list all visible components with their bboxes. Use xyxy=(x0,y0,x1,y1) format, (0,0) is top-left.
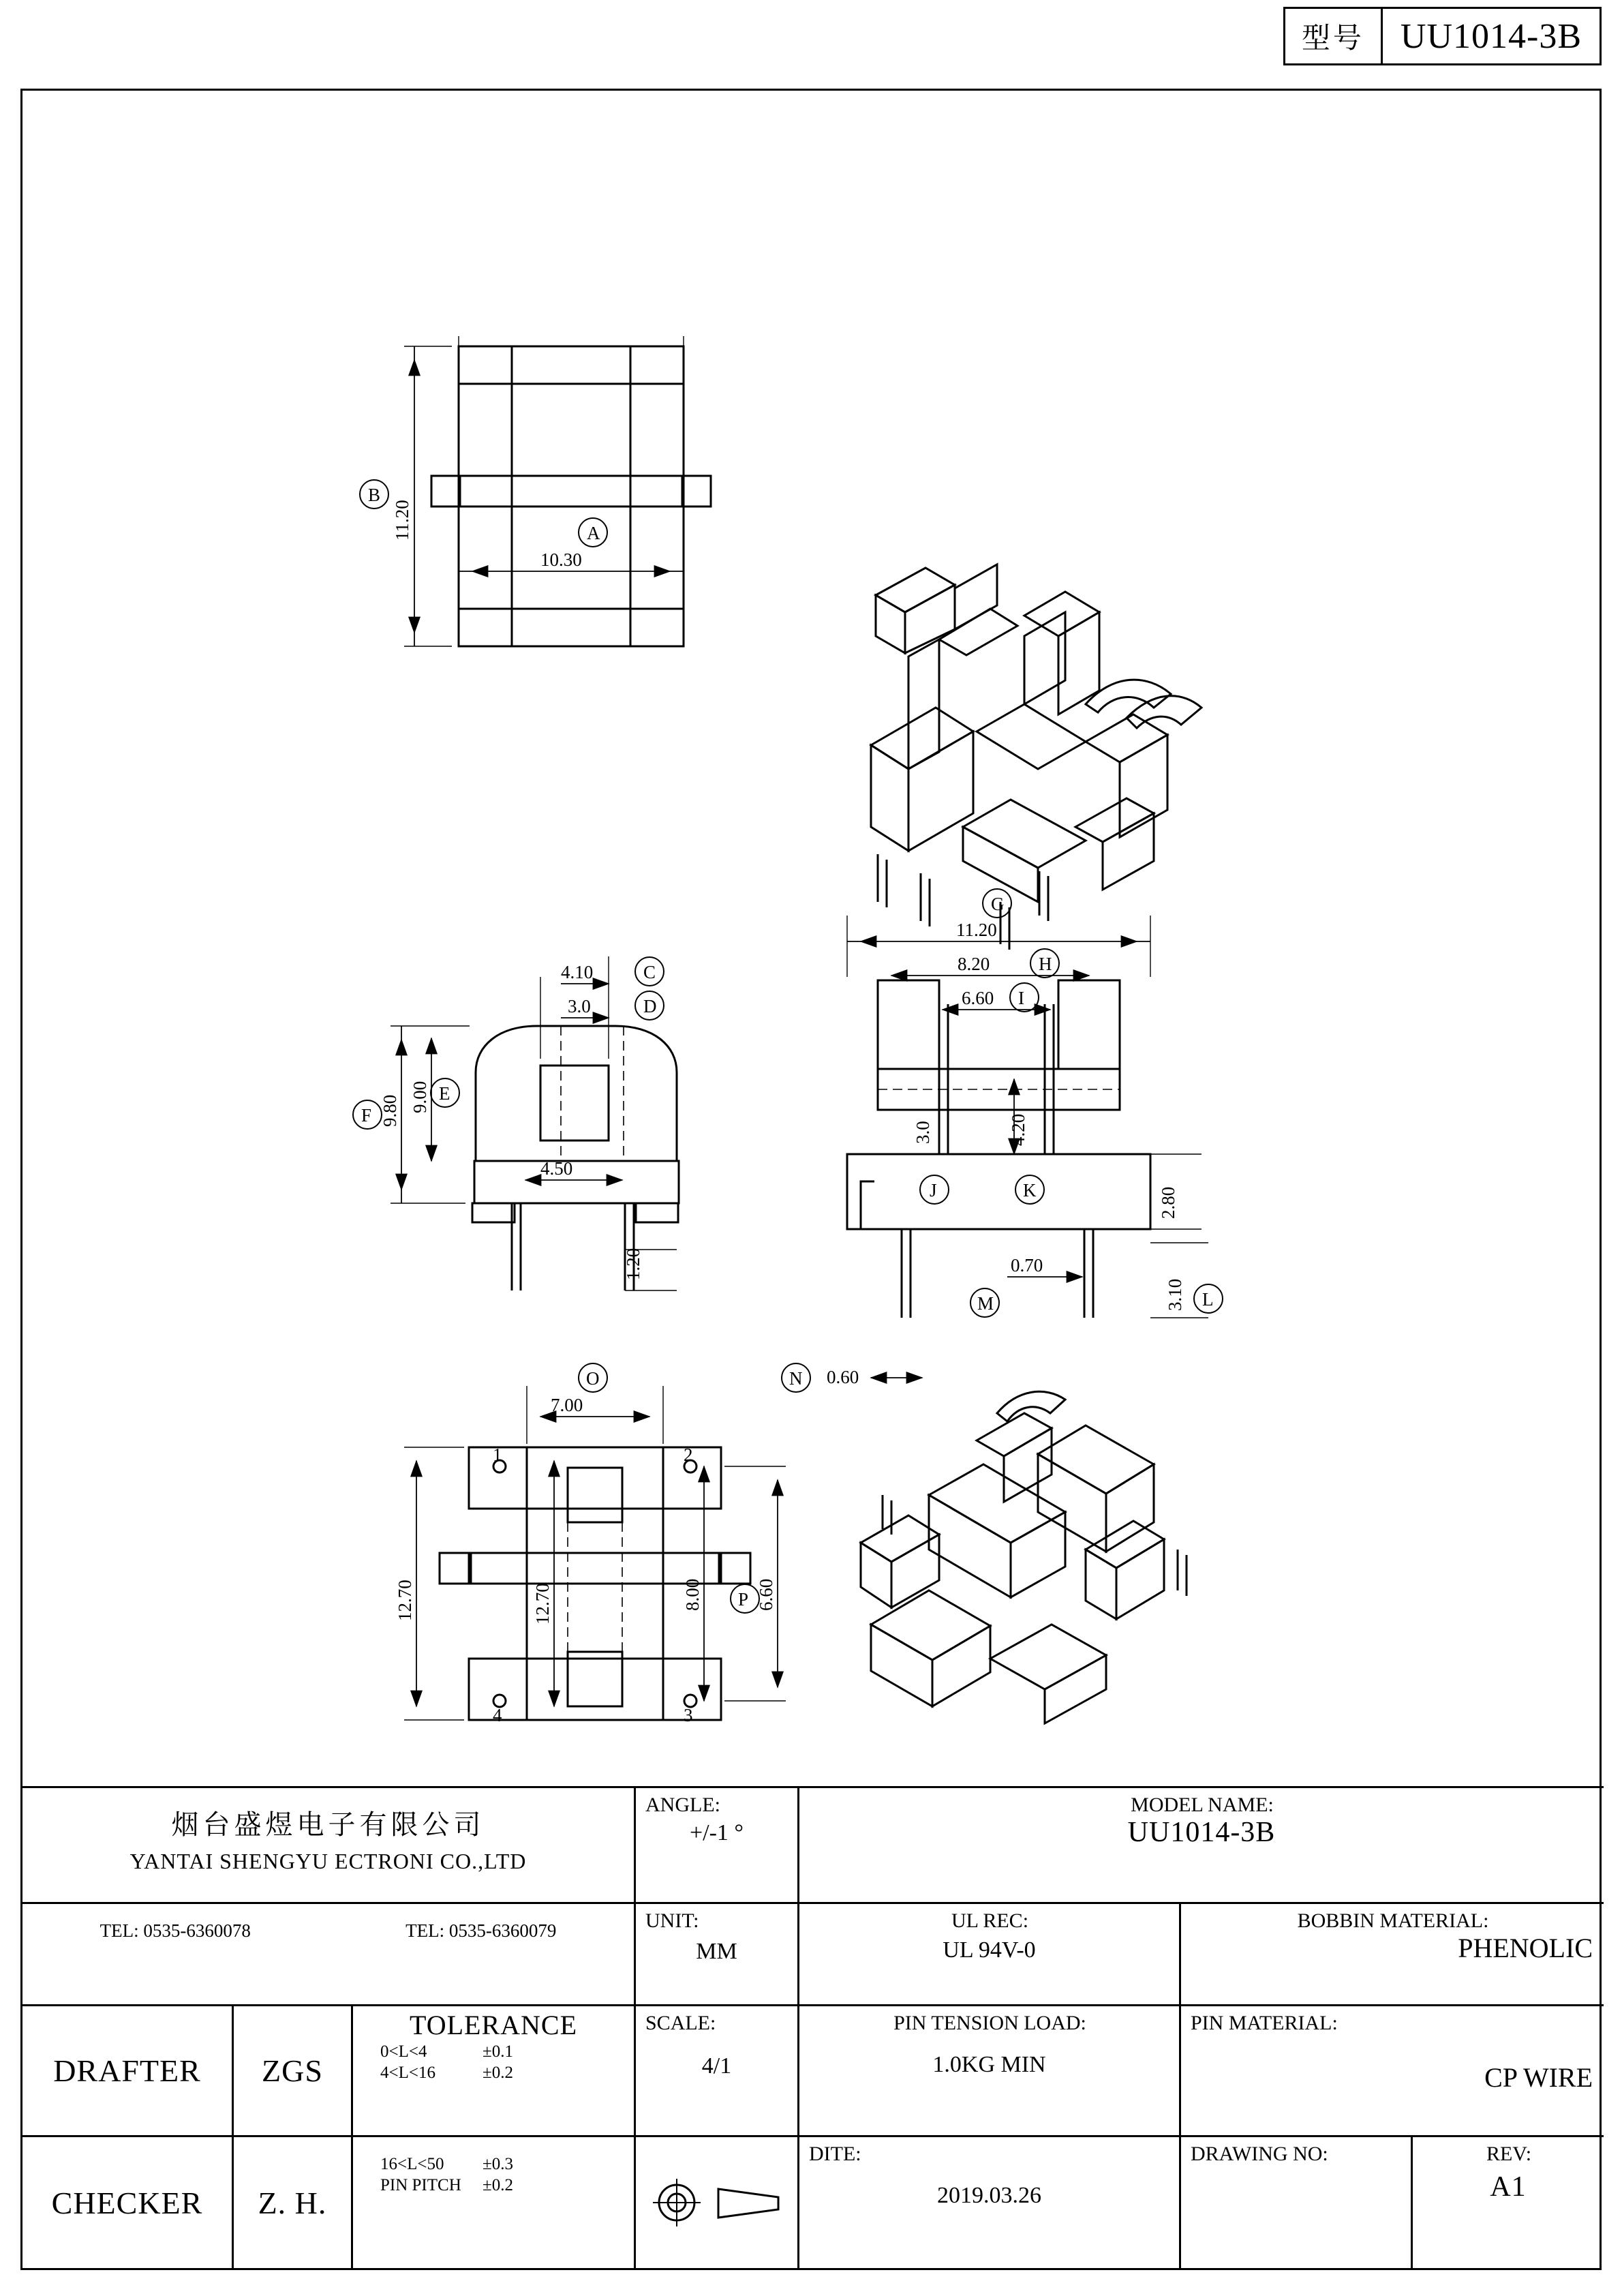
checker-value: Z. H. xyxy=(258,2185,327,2220)
drawing-no-value xyxy=(1181,2165,1411,2183)
pin-material-value: CP WIRE xyxy=(1484,2062,1593,2093)
drawing-area xyxy=(22,91,1604,1788)
dim-n-value: 0.60 xyxy=(827,1367,859,1387)
svg-text:L: L xyxy=(1202,1289,1214,1310)
tolerance-row xyxy=(380,2041,634,2062)
model-name-value: UU1014-3B xyxy=(1127,1817,1276,1848)
tolerance-row xyxy=(380,2062,634,2083)
angle-label: ANGLE: xyxy=(645,1794,720,1816)
svg-text:N: N xyxy=(789,1368,803,1389)
dim-b-value: 11.20 xyxy=(392,500,412,541)
pin-material-label: PIN MATERIAL: xyxy=(1191,2012,1338,2034)
tolerance-row xyxy=(380,2154,634,2175)
pin-tension-value: 1.0KG MIN xyxy=(932,2052,1046,2077)
dim-1270-value: 12.70 xyxy=(395,1580,415,1621)
pin-4-label: 4 xyxy=(493,1705,502,1725)
drawing-no-label: DRAWING NO: xyxy=(1191,2143,1328,2165)
dim-g-value: 11.20 xyxy=(956,920,997,940)
company-tel-2: TEL: 0535-6360079 xyxy=(406,1920,557,1941)
drafter-label: DRAFTER xyxy=(53,2053,201,2088)
unit-value: MM xyxy=(696,1939,737,1964)
svg-text:H: H xyxy=(1039,954,1052,974)
tolerance-value-3: ±0.3 xyxy=(483,2155,513,2173)
dim-p-value: 8.00 xyxy=(682,1578,703,1611)
tolerance-value-4: ±0.2 xyxy=(483,2176,513,2195)
rev-label: REV: xyxy=(1486,2143,1532,2165)
unit-label: UNIT: xyxy=(645,1909,699,1932)
projection-symbol xyxy=(636,2137,797,2268)
date-label: DITE: xyxy=(809,2143,861,2165)
scale-value: 4/1 xyxy=(701,2053,732,2079)
svg-text:K: K xyxy=(1023,1180,1037,1200)
first-angle-circle-icon xyxy=(652,2177,702,2228)
svg-text:P: P xyxy=(738,1589,749,1610)
dim-450-value: 4.50 xyxy=(540,1158,573,1179)
pin-tension-label: PIN TENSION LOAD: xyxy=(893,2012,1086,2034)
date-value: 2019.03.26 xyxy=(937,2183,1041,2208)
svg-text:D: D xyxy=(643,996,657,1016)
title-block xyxy=(22,1786,1604,2268)
cone-icon xyxy=(714,2182,782,2223)
rev-value: A1 xyxy=(1490,2171,1527,2203)
bobbin-material-label: BOBBIN MATERIAL: xyxy=(1297,1909,1489,1932)
svg-text:F: F xyxy=(361,1105,372,1126)
bobbin-material-value: PHENOLIC xyxy=(1458,1933,1593,1963)
model-chip-value: UU1014-3B xyxy=(1400,16,1582,56)
view-front xyxy=(431,336,711,646)
dim-a-value: 10.30 xyxy=(540,549,582,570)
scale-label: SCALE: xyxy=(645,2012,716,2034)
svg-text:E: E xyxy=(439,1083,450,1104)
dim-120-value: 1.20 xyxy=(623,1248,643,1280)
svg-text:I: I xyxy=(1018,988,1024,1008)
dim-280-value: 2.80 xyxy=(1158,1186,1178,1219)
drawing-frame xyxy=(20,89,1602,2270)
view-pin-front xyxy=(782,889,1223,1392)
svg-text:A: A xyxy=(587,523,600,543)
tolerance-range-2: 4<L<16 xyxy=(380,2064,435,2083)
dim-e-value: 9.00 xyxy=(410,1081,430,1113)
pin-2-label: 2 xyxy=(684,1445,693,1465)
svg-text:O: O xyxy=(586,1368,600,1389)
company-name-en: YANTAI SHENGYU ECTRONI CO.,LTD xyxy=(129,1849,527,1873)
pin-3-label: 3 xyxy=(684,1705,693,1725)
dim-m-value: 0.70 xyxy=(1011,1255,1043,1275)
svg-text:C: C xyxy=(643,962,656,982)
model-chip xyxy=(1283,7,1602,65)
company-tel-1: TEL: 0535-6360078 xyxy=(100,1920,251,1941)
pin-1-label: 1 xyxy=(493,1445,502,1465)
svg-text:B: B xyxy=(368,485,381,505)
view-side xyxy=(353,956,679,1290)
ul-rec-label: UL REC: xyxy=(951,1909,1029,1932)
view-iso-top xyxy=(871,564,1202,950)
tolerance-title: TOLERANCE xyxy=(409,2010,578,2040)
tolerance-range-3: 16<L<50 xyxy=(380,2155,444,2173)
dim-d-value: 3.0 xyxy=(568,996,591,1016)
view-iso-bottom xyxy=(861,1391,1187,1723)
dim-c-value: 4.10 xyxy=(561,962,594,982)
svg-text:M: M xyxy=(977,1293,994,1314)
tolerance-range-1: 0<L<4 xyxy=(380,2042,427,2061)
svg-text:J: J xyxy=(930,1180,937,1200)
model-chip-label: 型号 xyxy=(1285,9,1383,63)
tolerance-value-1: ±0.1 xyxy=(483,2042,513,2061)
dim-f-value: 9.80 xyxy=(380,1094,400,1127)
model-name-label: MODEL NAME: xyxy=(1131,1794,1274,1816)
ul-rec-value: UL 94V-0 xyxy=(943,1937,1036,1963)
tolerance-row xyxy=(380,2175,634,2196)
tolerance-range-4: PIN PITCH xyxy=(380,2176,461,2195)
dim-k-value: 4.20 xyxy=(1008,1113,1028,1146)
dim-1270-inner-value: 12.70 xyxy=(532,1583,553,1625)
checker-label: CHECKER xyxy=(51,2185,203,2220)
company-name-cn: 烟台盛煜电子有限公司 xyxy=(171,1809,485,1841)
dim-h-value: 8.20 xyxy=(958,954,990,974)
svg-text:G: G xyxy=(991,894,1005,914)
dim-b xyxy=(360,346,452,646)
tolerance-value-2: ±0.2 xyxy=(483,2064,513,2083)
dim-j-value: 3.0 xyxy=(913,1121,933,1144)
dim-i-value: 6.60 xyxy=(962,988,994,1008)
dim-660-value: 6.60 xyxy=(756,1578,776,1611)
angle-value: +/-1 ° xyxy=(689,1820,744,1845)
view-top xyxy=(395,1363,786,1725)
dim-l-value: 3.10 xyxy=(1165,1278,1185,1311)
drafter-value: ZGS xyxy=(262,2053,323,2088)
dim-o-value: 7.00 xyxy=(551,1395,583,1415)
